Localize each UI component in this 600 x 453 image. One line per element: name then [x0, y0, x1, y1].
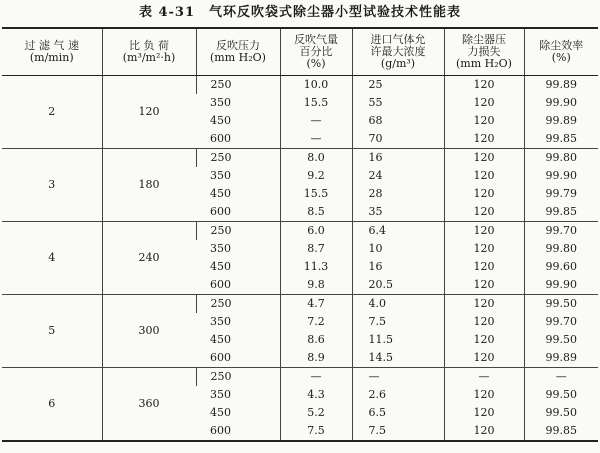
loss-cell: —	[444, 368, 524, 387]
table-row	[2, 76, 598, 95]
pressure-cell: 350	[210, 388, 231, 401]
header-line: 除尘效率	[539, 39, 584, 52]
efficiency-cell: 99.50	[524, 386, 598, 404]
pressure-cell: 350	[210, 315, 231, 328]
loss-cell: 120	[444, 258, 524, 276]
pressure-cell: 250	[196, 76, 280, 95]
volume-cell: 11.3	[280, 258, 352, 276]
volume-cell: 8.0	[280, 149, 352, 168]
loss-cell: 120	[444, 203, 524, 222]
volume-cell: 15.5	[280, 185, 352, 203]
header-max-inlet-concentration	[352, 28, 444, 76]
concentration-cell: 11.5	[352, 331, 444, 349]
pressure-cell: 350	[210, 96, 231, 109]
pressure-cell: 450	[210, 260, 231, 273]
header-line: (%)	[306, 57, 326, 70]
loss-cell: 120	[444, 185, 524, 203]
volume-cell: 8.6	[280, 331, 352, 349]
efficiency-cell: 99.70	[524, 222, 598, 241]
loss-cell: 120	[444, 276, 524, 295]
volume-cell: 9.8	[280, 276, 352, 295]
loss-cell: 120	[444, 222, 524, 241]
header-row	[2, 28, 598, 76]
specific-load-cell: 120	[102, 76, 196, 149]
volume-cell: 5.2	[280, 404, 352, 422]
header-blowback-volume	[280, 28, 352, 76]
volume-cell: 7.5	[280, 422, 352, 441]
efficiency-cell: 99.50	[524, 404, 598, 422]
table-row	[2, 149, 598, 168]
concentration-cell: 35	[352, 203, 444, 222]
filter-speed-cell: 2	[2, 76, 102, 149]
pressure-cell: 350	[210, 169, 231, 182]
table-row	[2, 222, 598, 241]
concentration-cell: 70	[352, 130, 444, 149]
concentration-cell: 7.5	[352, 313, 444, 331]
volume-cell: 9.2	[280, 167, 352, 185]
volume-cell: 8.7	[280, 240, 352, 258]
loss-cell: 120	[444, 313, 524, 331]
pressure-cell: 600	[210, 205, 231, 218]
volume-cell: 8.5	[280, 203, 352, 222]
header-line: 力损失	[467, 45, 501, 58]
pressure-cell: 250	[196, 149, 280, 168]
header-specific-load	[102, 28, 196, 76]
efficiency-cell: 99.89	[524, 76, 598, 95]
loss-cell: 120	[444, 112, 524, 130]
loss-cell: 120	[444, 295, 524, 314]
pressure-cell: 250	[196, 222, 280, 241]
header-blowback-pressure	[196, 28, 280, 76]
header-line: 许最大浓度	[370, 45, 426, 58]
volume-cell: 15.5	[280, 94, 352, 112]
table-title: 表 4-31 气环反吹袋式除尘器小型试验技术性能表	[138, 5, 462, 20]
efficiency-cell: 99.90	[524, 276, 598, 295]
efficiency-cell: 99.70	[524, 313, 598, 331]
filter-speed-cell: 4	[2, 222, 102, 295]
efficiency-cell: 99.85	[524, 130, 598, 149]
header-line: 除尘器压	[462, 33, 506, 46]
pressure-cell: 450	[210, 333, 231, 346]
pressure-cell: 250	[196, 368, 280, 387]
loss-cell: 120	[444, 386, 524, 404]
pressure-cell: 450	[210, 187, 231, 200]
pressure-cell: 600	[210, 132, 231, 145]
concentration-cell: 25	[352, 76, 444, 95]
loss-cell: 120	[444, 349, 524, 368]
header-filter-speed	[2, 28, 102, 76]
concentration-cell: 4.0	[352, 295, 444, 314]
pressure-cell: 350	[210, 242, 231, 255]
concentration-cell: 20.5	[352, 276, 444, 295]
concentration-cell: 7.5	[352, 422, 444, 441]
table-body	[2, 76, 598, 442]
header-line: (mm H₂O)	[456, 57, 512, 70]
volume-cell: 6.0	[280, 222, 352, 241]
header-line: 过 滤 气 速	[24, 39, 79, 52]
concentration-cell: 14.5	[352, 349, 444, 368]
pressure-cell: 600	[210, 278, 231, 291]
header-line: 百分比	[299, 45, 333, 58]
table-row	[2, 295, 598, 314]
efficiency-cell: 99.79	[524, 185, 598, 203]
concentration-cell: 28	[352, 185, 444, 203]
efficiency-cell: 99.90	[524, 167, 598, 185]
concentration-cell: —	[352, 368, 444, 387]
loss-cell: 120	[444, 331, 524, 349]
loss-cell: 120	[444, 167, 524, 185]
pressure-cell: 600	[210, 351, 231, 364]
efficiency-cell: 99.50	[524, 331, 598, 349]
header-line: 反吹气量	[294, 33, 338, 46]
efficiency-cell: 99.89	[524, 112, 598, 130]
header-line: (m/min)	[29, 51, 74, 64]
efficiency-cell: 99.80	[524, 240, 598, 258]
concentration-cell: 16	[352, 149, 444, 168]
loss-cell: 120	[444, 130, 524, 149]
filter-speed-cell: 3	[2, 149, 102, 222]
pressure-cell: 250	[196, 295, 280, 314]
pressure-cell: 600	[196, 422, 280, 441]
pressure-cell: 450	[210, 114, 231, 127]
efficiency-cell: 99.50	[524, 295, 598, 314]
volume-cell: 8.9	[280, 349, 352, 368]
specific-load-cell: 240	[102, 222, 196, 295]
volume-cell: 4.7	[280, 295, 352, 314]
concentration-cell: 68	[352, 112, 444, 130]
efficiency-cell: 99.60	[524, 258, 598, 276]
loss-cell: 120	[444, 94, 524, 112]
loss-cell: 120	[444, 76, 524, 95]
loss-cell: 120	[444, 404, 524, 422]
performance-table	[2, 27, 598, 442]
header-pressure-loss	[444, 28, 524, 76]
specific-load-cell: 300	[102, 295, 196, 368]
concentration-cell: 6.5	[352, 404, 444, 422]
loss-cell: 120	[444, 149, 524, 168]
filter-speed-cell: 5	[2, 295, 102, 368]
header-line: (g/m³)	[380, 57, 416, 70]
loss-cell: 120	[444, 240, 524, 258]
header-line: 反吹压力	[216, 39, 260, 52]
header-line: (%)	[551, 51, 571, 64]
efficiency-cell: 99.90	[524, 94, 598, 112]
header-line: 进口气体允	[370, 33, 426, 46]
header-line: (m³/m²·h)	[122, 51, 176, 64]
header-line: (mm H₂O)	[210, 51, 266, 64]
header-efficiency	[524, 28, 598, 76]
volume-cell: —	[280, 130, 352, 149]
efficiency-cell: 99.80	[524, 149, 598, 168]
concentration-cell: 10	[352, 240, 444, 258]
volume-cell: 10.0	[280, 76, 352, 95]
concentration-cell: 24	[352, 167, 444, 185]
pressure-cell: 450	[210, 406, 231, 419]
efficiency-cell: 99.85	[524, 203, 598, 222]
specific-load-cell: 360	[102, 368, 196, 442]
efficiency-cell: 99.85	[524, 422, 598, 441]
efficiency-cell: —	[524, 368, 598, 387]
concentration-cell: 16	[352, 258, 444, 276]
volume-cell: 4.3	[280, 386, 352, 404]
specific-load-cell: 180	[102, 149, 196, 222]
concentration-cell: 55	[352, 94, 444, 112]
table-row	[2, 368, 598, 387]
volume-cell: —	[280, 368, 352, 387]
concentration-cell: 6.4	[352, 222, 444, 241]
efficiency-cell: 99.89	[524, 349, 598, 368]
volume-cell: —	[280, 112, 352, 130]
concentration-cell: 2.6	[352, 386, 444, 404]
header-line: 比 负 荷	[129, 39, 169, 52]
volume-cell: 7.2	[280, 313, 352, 331]
loss-cell: 120	[444, 422, 524, 441]
filter-speed-cell: 6	[2, 368, 102, 442]
